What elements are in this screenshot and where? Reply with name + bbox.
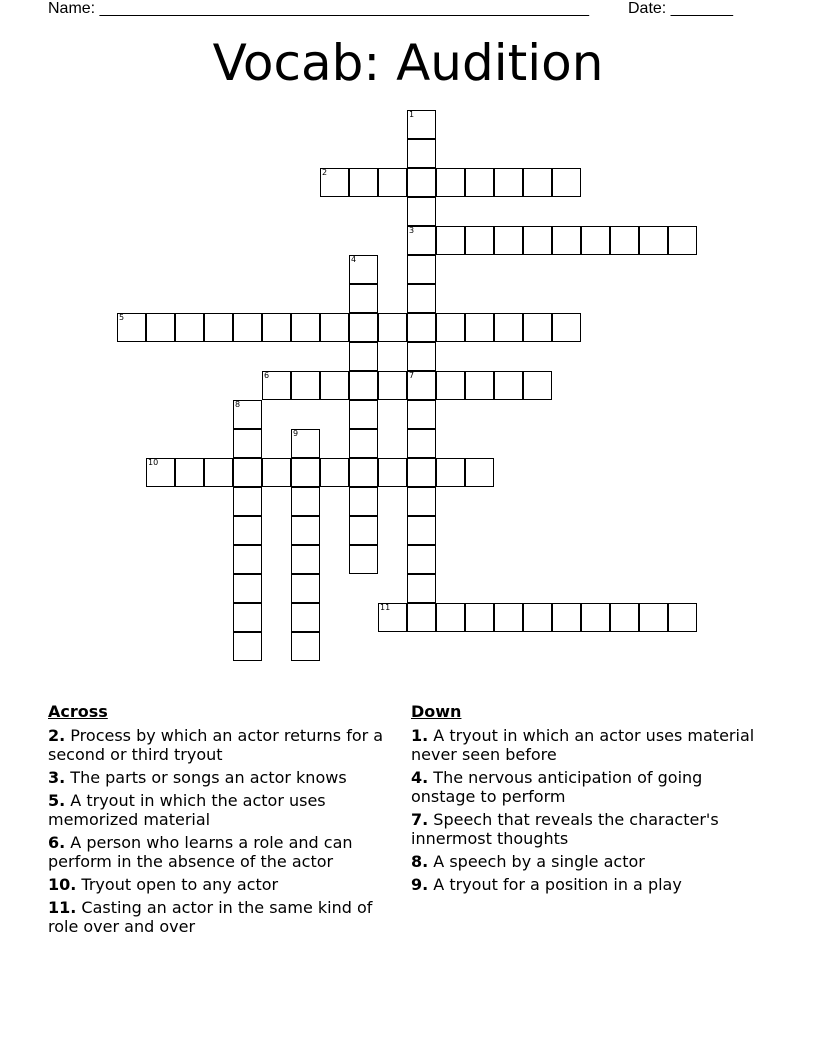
clue-text: A speech by a single actor xyxy=(428,852,645,871)
grid-cell[interactable] xyxy=(407,487,436,516)
grid-cell[interactable] xyxy=(407,342,436,371)
grid-cell[interactable] xyxy=(291,603,320,632)
grid-cell[interactable] xyxy=(523,168,552,197)
name-field[interactable]: Name: _______________________________________________________ xyxy=(48,0,589,17)
clue-number: 2. xyxy=(48,726,66,745)
down-clues xyxy=(411,702,756,898)
grid-cell[interactable] xyxy=(436,313,465,342)
date-field[interactable]: Date: _______ xyxy=(628,0,733,17)
grid-cell[interactable] xyxy=(407,313,436,342)
grid-cell[interactable] xyxy=(407,545,436,574)
across-heading: Across xyxy=(48,702,108,721)
grid-cell[interactable] xyxy=(465,458,494,487)
clue-number-label: 8 xyxy=(235,400,241,409)
grid-cell[interactable] xyxy=(291,545,320,574)
clue-number-label: 11 xyxy=(380,603,391,612)
grid-cell[interactable] xyxy=(204,313,233,342)
grid-cell[interactable] xyxy=(407,516,436,545)
clue-text: Casting an actor in the same kind of role over and over xyxy=(48,898,373,936)
grid-cell[interactable] xyxy=(494,603,523,632)
grid-cell[interactable] xyxy=(233,400,262,429)
grid-cell[interactable] xyxy=(668,603,697,632)
clue-number: 5. xyxy=(48,791,66,810)
clue-number: 7. xyxy=(411,810,429,829)
page-title: Vocab: Audition xyxy=(212,34,604,92)
grid-cell[interactable] xyxy=(407,139,436,168)
grid-cell[interactable] xyxy=(552,603,581,632)
clue-number: 6. xyxy=(48,833,66,852)
grid-cell[interactable] xyxy=(523,371,552,400)
grid-cell[interactable] xyxy=(407,371,436,400)
grid-cell[interactable] xyxy=(146,458,175,487)
clue-number: 10. xyxy=(48,875,77,894)
grid-cell[interactable] xyxy=(610,603,639,632)
grid-cell[interactable] xyxy=(349,371,378,400)
across-clues xyxy=(48,702,393,940)
grid-cell[interactable] xyxy=(407,458,436,487)
grid-cell[interactable] xyxy=(117,313,146,342)
clue-number-label: 5 xyxy=(119,313,125,322)
clue-number: 3. xyxy=(48,768,66,787)
grid-cell[interactable] xyxy=(291,487,320,516)
across-clue xyxy=(48,791,393,829)
grid-cell[interactable] xyxy=(552,168,581,197)
clue-text: Tryout open to any actor xyxy=(76,875,279,894)
grid-cell[interactable] xyxy=(320,168,349,197)
grid-cell[interactable] xyxy=(349,168,378,197)
grid-cell[interactable] xyxy=(407,574,436,603)
clue-text: A tryout for a position in a play xyxy=(428,875,682,894)
clue-number: 1. xyxy=(411,726,429,745)
clue-text: A tryout in which the actor uses memorized material xyxy=(48,791,326,829)
grid-cell[interactable] xyxy=(523,226,552,255)
clue-number: 9. xyxy=(411,875,429,894)
grid-cell[interactable] xyxy=(581,226,610,255)
grid-cell[interactable] xyxy=(378,458,407,487)
across-clue xyxy=(48,726,393,764)
clue-text: A person who learns a role and can perform in the absence of the actor xyxy=(48,833,353,871)
across-clue xyxy=(48,898,393,936)
down-clue xyxy=(411,875,756,894)
grid-cell[interactable] xyxy=(291,632,320,661)
clue-text: A tryout in which an actor uses material never seen before xyxy=(411,726,755,764)
clue-number-label: 6 xyxy=(264,371,270,380)
grid-cell[interactable] xyxy=(349,487,378,516)
across-clue xyxy=(48,833,393,871)
grid-cell[interactable] xyxy=(262,371,291,400)
grid-cell[interactable] xyxy=(436,168,465,197)
across-clue-list xyxy=(48,726,393,936)
down-clue xyxy=(411,852,756,871)
grid-cell[interactable] xyxy=(639,226,668,255)
grid-cell[interactable] xyxy=(262,458,291,487)
across-clue xyxy=(48,768,393,787)
grid-cell[interactable] xyxy=(349,313,378,342)
grid-cell[interactable] xyxy=(552,226,581,255)
clue-text: Process by which an actor returns for a second or third tryout xyxy=(48,726,384,764)
down-heading: Down xyxy=(411,702,462,721)
grid-cell[interactable] xyxy=(407,400,436,429)
grid-cell[interactable] xyxy=(436,458,465,487)
grid-cell[interactable] xyxy=(668,226,697,255)
grid-cell[interactable] xyxy=(436,371,465,400)
grid-cell[interactable] xyxy=(233,603,262,632)
grid-cell[interactable] xyxy=(407,197,436,226)
clue-number-label: 3 xyxy=(409,226,415,235)
grid-cell[interactable] xyxy=(407,429,436,458)
clue-text: The nervous anticipation of going onstage to perform xyxy=(411,768,703,806)
grid-cell[interactable] xyxy=(465,168,494,197)
grid-cell[interactable] xyxy=(436,226,465,255)
grid-cell[interactable] xyxy=(494,226,523,255)
grid-cell[interactable] xyxy=(407,226,436,255)
down-clue xyxy=(411,768,756,806)
grid-cell[interactable] xyxy=(175,458,204,487)
grid-cell[interactable] xyxy=(436,603,465,632)
grid-cell[interactable] xyxy=(465,371,494,400)
grid-cell[interactable] xyxy=(349,429,378,458)
clue-text: Speech that reveals the character's innermost thoughts xyxy=(411,810,719,848)
clue-number-label: 4 xyxy=(351,255,357,264)
grid-cell[interactable] xyxy=(175,313,204,342)
grid-cell[interactable] xyxy=(291,313,320,342)
grid-cell[interactable] xyxy=(233,632,262,661)
grid-cell[interactable] xyxy=(523,313,552,342)
grid-cell[interactable] xyxy=(320,458,349,487)
grid-cell[interactable] xyxy=(349,284,378,313)
grid-cell[interactable] xyxy=(465,313,494,342)
grid-cell[interactable] xyxy=(233,516,262,545)
grid-cell[interactable] xyxy=(378,313,407,342)
grid-cell[interactable] xyxy=(233,458,262,487)
grid-cell[interactable] xyxy=(407,168,436,197)
clue-number-label: 2 xyxy=(322,168,328,177)
grid-cell[interactable] xyxy=(291,458,320,487)
grid-cell[interactable] xyxy=(610,226,639,255)
grid-cell[interactable] xyxy=(233,313,262,342)
grid-cell[interactable] xyxy=(407,255,436,284)
clue-number-label: 7 xyxy=(409,371,415,380)
across-clue xyxy=(48,875,393,894)
clue-text: The parts or songs an actor knows xyxy=(65,768,347,787)
grid-cell[interactable] xyxy=(378,371,407,400)
grid-cell[interactable] xyxy=(320,313,349,342)
grid-cell[interactable] xyxy=(349,458,378,487)
grid-cell[interactable] xyxy=(349,342,378,371)
grid-cell[interactable] xyxy=(233,574,262,603)
grid-cell[interactable] xyxy=(291,516,320,545)
grid-cell[interactable] xyxy=(233,545,262,574)
grid-cell[interactable] xyxy=(204,458,233,487)
grid-cell[interactable] xyxy=(494,313,523,342)
grid-cell[interactable] xyxy=(494,168,523,197)
down-clue-list xyxy=(411,726,756,894)
clue-number: 4. xyxy=(411,768,429,787)
grid-cell[interactable] xyxy=(233,487,262,516)
grid-cell[interactable] xyxy=(291,429,320,458)
grid-cell[interactable] xyxy=(407,284,436,313)
grid-cell[interactable] xyxy=(320,371,349,400)
grid-cell[interactable] xyxy=(407,603,436,632)
grid-cell[interactable] xyxy=(523,603,552,632)
down-clue xyxy=(411,726,756,764)
grid-cell[interactable] xyxy=(465,226,494,255)
grid-cell[interactable] xyxy=(349,400,378,429)
grid-cell[interactable] xyxy=(552,313,581,342)
grid-cell[interactable] xyxy=(407,110,436,139)
grid-cell[interactable] xyxy=(291,371,320,400)
grid-cell[interactable] xyxy=(465,603,494,632)
grid-cell[interactable] xyxy=(378,603,407,632)
grid-cell[interactable] xyxy=(291,574,320,603)
grid-cell[interactable] xyxy=(349,545,378,574)
grid-cell[interactable] xyxy=(349,516,378,545)
grid-cell[interactable] xyxy=(233,429,262,458)
clue-number-label: 10 xyxy=(148,458,159,467)
grid-cell[interactable] xyxy=(494,371,523,400)
clue-number: 8. xyxy=(411,852,429,871)
grid-cell[interactable] xyxy=(639,603,668,632)
grid-cell[interactable] xyxy=(349,255,378,284)
grid-cell[interactable] xyxy=(262,313,291,342)
grid-cell[interactable] xyxy=(146,313,175,342)
clue-number: 11. xyxy=(48,898,77,917)
grid-cell[interactable] xyxy=(581,603,610,632)
down-clue xyxy=(411,810,756,848)
clue-number-label: 1 xyxy=(409,110,415,119)
clue-number-label: 9 xyxy=(293,429,299,438)
grid-cell[interactable] xyxy=(378,168,407,197)
